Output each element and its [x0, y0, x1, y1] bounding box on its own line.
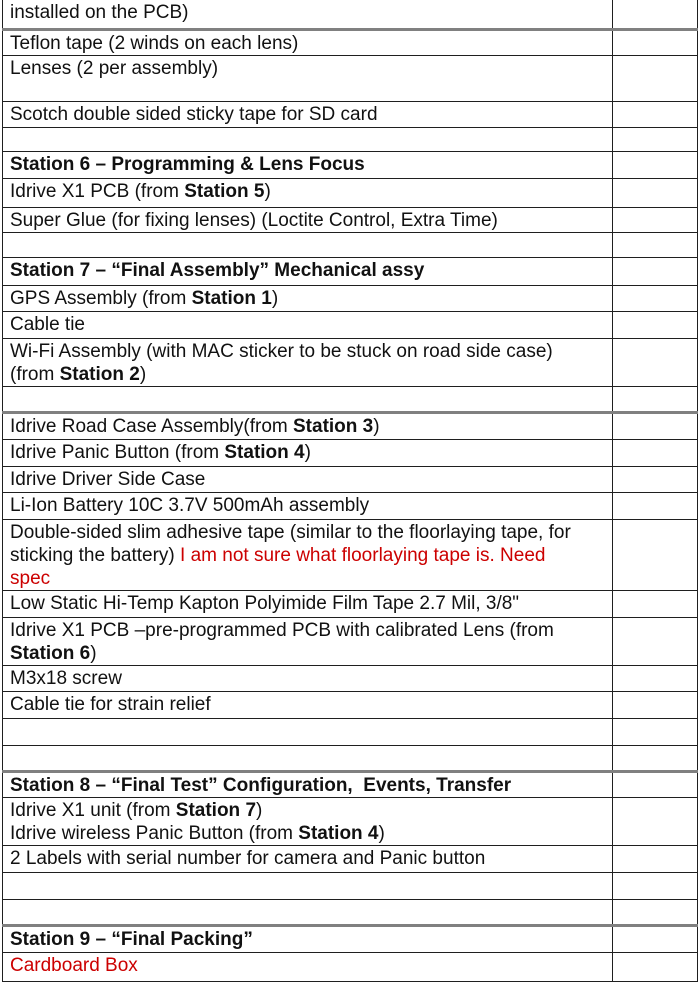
table-row: [3, 952, 698, 981]
table-row: [3, 899, 698, 925]
item-text-line: [10, 567, 608, 590]
table-row: [3, 311, 698, 338]
item-text: Station 9 – “Final Packing”: [10, 928, 253, 950]
item-text: 2 Labels with serial number for camera and Panic button: [10, 847, 486, 869]
check-cell-empty: [613, 285, 698, 311]
item-text: Scotch double sided sticky tape for SD card: [10, 103, 378, 125]
check-cell-empty: [613, 745, 698, 771]
item-text-line: [10, 32, 608, 55]
item-cell: [3, 101, 613, 127]
item-text: Idrive wireless Panic Button (from: [10, 822, 299, 844]
item-text: Super Glue (for fixing lenses) (Loctite Control, Extra Time): [10, 209, 498, 231]
check-cell-empty: [613, 0, 698, 29]
item-cell: [3, 207, 613, 232]
table-row: [3, 412, 698, 439]
item-cell: [3, 386, 613, 412]
station-ref-bold: Station 3: [293, 415, 374, 437]
station-ref-bold: Station 6: [10, 642, 91, 664]
item-cell: [3, 466, 613, 492]
item-text-line: [10, 822, 608, 845]
table-row: [3, 797, 698, 845]
item-cell: [3, 55, 613, 101]
item-text: (from: [10, 363, 60, 385]
check-cell-empty: [613, 492, 698, 519]
item-text: sticking the battery): [10, 544, 181, 566]
item-text-line: [10, 494, 608, 517]
check-cell-empty: [613, 925, 698, 952]
note-text-red: I am not sure what floorlaying tape is. Need: [180, 544, 546, 566]
station-ref-bold: Station 5: [184, 180, 265, 202]
check-cell-empty: [613, 718, 698, 745]
item-cell: [3, 519, 613, 590]
item-text: Li-Ion Battery 10C 3.7V 500mAh assembly: [10, 494, 370, 516]
table-row: [3, 718, 698, 745]
item-text: ): [264, 180, 271, 202]
item-text: Station 7 – “Final Assembly” Mechanical assy: [10, 259, 425, 281]
item-text-line: [10, 441, 608, 464]
table-row: [3, 207, 698, 232]
station-header-cell: [3, 771, 613, 797]
check-cell-empty: [613, 151, 698, 178]
item-cell: [3, 952, 613, 981]
check-cell-empty: [613, 127, 698, 151]
station-header-cell: [3, 151, 613, 178]
item-text-line: [10, 774, 608, 797]
item-text: Idrive Driver Side Case: [10, 468, 206, 490]
table-row: [3, 665, 698, 691]
item-text-line: [10, 287, 608, 310]
table-row: [3, 691, 698, 718]
check-cell-empty: [613, 311, 698, 338]
table-row: [3, 466, 698, 492]
item-text-line: [10, 544, 608, 567]
check-cell-empty: [613, 845, 698, 872]
item-text-line: [10, 799, 608, 822]
item-text: Idrive X1 PCB –pre-programmed PCB with calibrated Lens (from: [10, 619, 554, 641]
item-text-line: [10, 1, 608, 24]
item-cell: [3, 718, 613, 745]
table-row: [3, 519, 698, 590]
check-cell-empty: [613, 439, 698, 466]
item-cell: [3, 845, 613, 872]
table-row: [3, 492, 698, 519]
item-text-line: [10, 592, 608, 615]
item-text-line: [10, 521, 608, 544]
table-row: [3, 338, 698, 386]
table-row: [3, 771, 698, 797]
table-row: [3, 178, 698, 207]
item-text: Low Static Hi-Temp Kapton Polyimide Film Tape 2.7 Mil, 3/8": [10, 592, 520, 614]
item-text-line: [10, 340, 608, 363]
item-cell: [3, 492, 613, 519]
table-row: [3, 872, 698, 899]
station-ref-bold: Station 2: [59, 363, 140, 385]
item-text: Wi-Fi Assembly (with MAC sticker to be stuck on road side case): [10, 340, 553, 362]
item-text: M3x18 screw: [10, 667, 122, 689]
item-text: Idrive Road Case Assembly(from: [10, 415, 293, 437]
item-text: ): [271, 287, 279, 309]
item-text: Lenses (2 per assembly): [10, 57, 219, 79]
item-cell: [3, 285, 613, 311]
item-cell: [3, 178, 613, 207]
table-row: [3, 439, 698, 466]
item-cell: [3, 338, 613, 386]
item-cell: [3, 29, 613, 55]
table-row: [3, 127, 698, 151]
item-text: ): [378, 822, 385, 844]
item-text-line: [10, 642, 608, 665]
check-cell-empty: [613, 771, 698, 797]
item-text: ): [373, 415, 380, 437]
item-text: ): [256, 799, 263, 821]
item-cell: [3, 127, 613, 151]
item-cell: [3, 0, 613, 29]
item-cell: [3, 899, 613, 925]
table-row: [3, 151, 698, 178]
item-text: Double-sided slim adhesive tape (similar to the floorlaying tape, for: [10, 521, 571, 543]
item-text: Cable tie for strain relief: [10, 693, 211, 715]
item-text-line: [10, 667, 608, 690]
check-cell-empty: [613, 386, 698, 412]
check-cell-empty: [613, 691, 698, 718]
item-cell: [3, 412, 613, 439]
item-text-line: [10, 847, 608, 870]
station-ref-bold: Station 7: [175, 799, 257, 821]
table-row: [3, 285, 698, 311]
item-text-line: [10, 209, 608, 232]
check-cell-empty: [613, 178, 698, 207]
station-header-cell: [3, 257, 613, 285]
item-text: installed on the PCB): [10, 2, 189, 23]
item-text: Idrive X1 unit (from: [10, 799, 176, 821]
check-cell-empty: [613, 797, 698, 845]
table-row: [3, 257, 698, 285]
station-ref-bold: Station 4: [224, 441, 305, 463]
station-ref-bold: Station 1: [191, 287, 272, 309]
item-cell: [3, 617, 613, 665]
item-cell: [3, 872, 613, 899]
check-cell-empty: [613, 101, 698, 127]
table-row: [3, 101, 698, 127]
check-cell-empty: [613, 338, 698, 386]
check-cell-empty: [613, 257, 698, 285]
table-row: [3, 0, 698, 29]
table-row: [3, 386, 698, 412]
item-text-line: [10, 928, 608, 951]
check-cell-empty: [613, 665, 698, 691]
item-text-line: [10, 153, 608, 176]
note-text-red: spec: [10, 567, 51, 589]
item-text: ): [90, 642, 97, 664]
table-row: [3, 845, 698, 872]
table-row: [3, 745, 698, 771]
item-cell: [3, 232, 613, 257]
item-text-line: [10, 693, 608, 716]
table-row: [3, 55, 698, 101]
check-cell-empty: [613, 519, 698, 590]
item-text-line: [10, 954, 608, 977]
item-text-line: [10, 415, 608, 438]
item-text-line: [10, 619, 608, 642]
item-text: Teflon tape (2 winds on each lens): [10, 32, 299, 54]
item-text-line: [10, 468, 608, 491]
check-cell-empty: [613, 899, 698, 925]
item-text: Idrive Panic Button (from: [10, 441, 225, 463]
table-row: [3, 925, 698, 952]
item-text: Station 6 – Programming & Lens Focus: [10, 153, 365, 175]
table-row: [3, 29, 698, 55]
table-row: [3, 232, 698, 257]
table-row: [3, 617, 698, 665]
item-text: Station 8 – “Final Test” Configuration, Events, Transfer: [10, 774, 512, 796]
parts-table: [2, 0, 698, 982]
check-cell-empty: [613, 412, 698, 439]
check-cell-empty: [613, 952, 698, 981]
check-cell-empty: [613, 207, 698, 232]
check-cell-empty: [613, 29, 698, 55]
item-text: ): [304, 441, 311, 463]
item-cell: [3, 439, 613, 466]
check-cell-empty: [613, 466, 698, 492]
item-cell: [3, 691, 613, 718]
item-text-line: [10, 363, 608, 386]
item-text-line: [10, 103, 608, 126]
station-header-cell: [3, 925, 613, 952]
check-cell-empty: [613, 590, 698, 617]
item-text: Cable tie: [10, 313, 85, 335]
item-text-line: [10, 57, 608, 80]
parts-table-body: [3, 0, 698, 981]
item-cell: [3, 311, 613, 338]
item-text: ): [139, 363, 147, 385]
check-cell-empty: [613, 617, 698, 665]
note-text-red: Cardboard Box: [10, 954, 138, 976]
station-ref-bold: Station 4: [298, 822, 379, 844]
table-row: [3, 590, 698, 617]
check-cell-empty: [613, 55, 698, 101]
item-text-line: [10, 180, 608, 203]
item-cell: [3, 797, 613, 845]
check-cell-empty: [613, 872, 698, 899]
item-cell: [3, 590, 613, 617]
item-text-line: [10, 259, 608, 282]
item-text-line: [10, 313, 608, 336]
item-cell: [3, 665, 613, 691]
check-cell-empty: [613, 232, 698, 257]
item-text: Idrive X1 PCB (from: [10, 180, 185, 202]
item-cell: [3, 745, 613, 771]
item-text: GPS Assembly (from: [10, 287, 192, 309]
